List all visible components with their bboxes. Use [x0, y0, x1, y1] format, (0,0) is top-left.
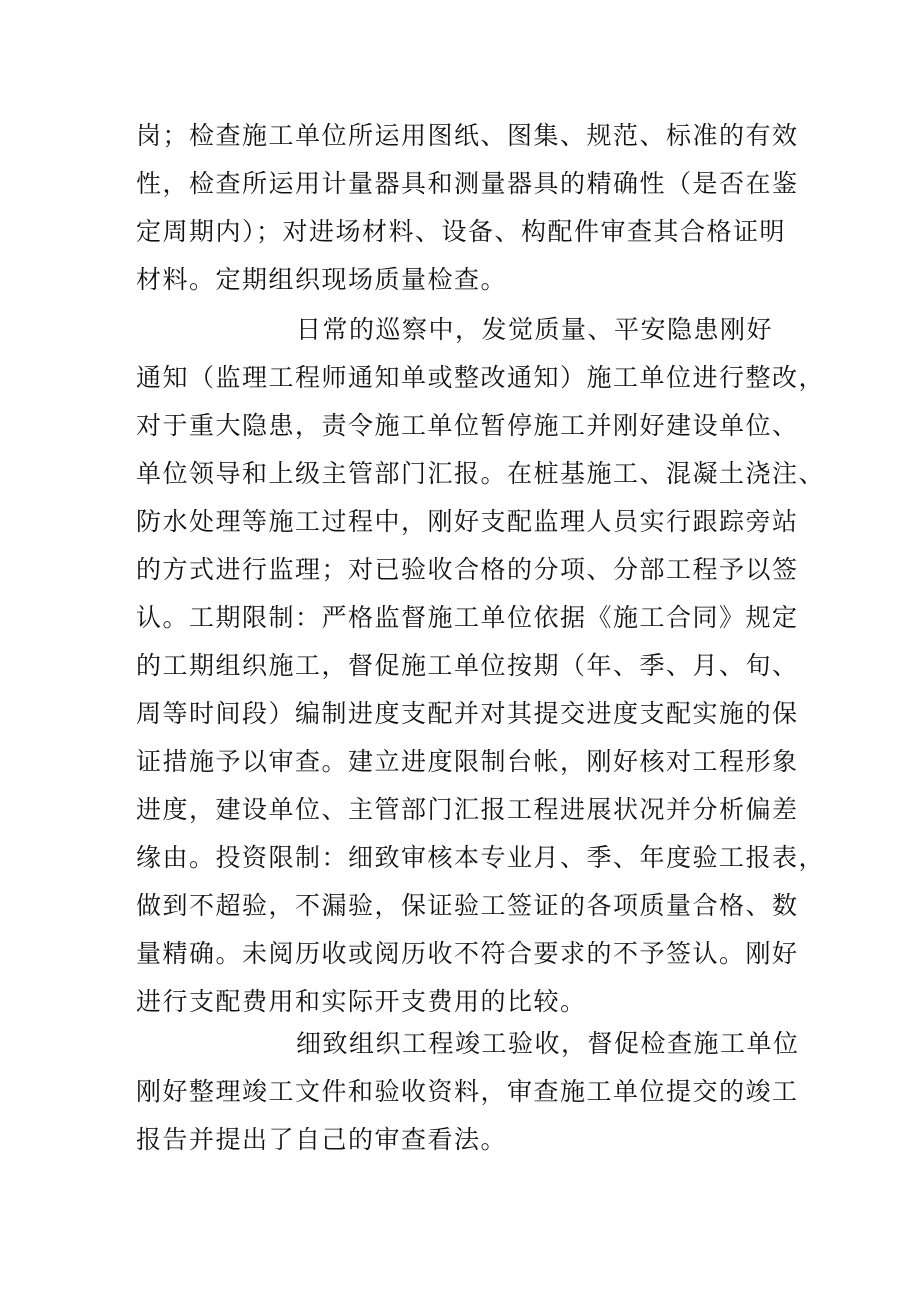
- text-line: 做到不超验，不漏验，保证验工签证的各项质量合格、数: [136, 891, 799, 920]
- text-line: 的方式进行监理；对已验收合格的分项、分部工程予以签: [136, 555, 799, 584]
- text-line: 定周期内）；对进场材料、设备、构配件审查其合格证明: [136, 217, 787, 246]
- text-line: 缘由。投资限制：细致审核本专业月、季、年度验工报表，: [136, 843, 826, 872]
- text-line: 单位领导和上级主管部门汇报。在桩基施工、混凝土浇注、: [136, 459, 826, 488]
- text-line: 对于重大隐患，责令施工单位暂停施工并刚好建设单位、: [136, 411, 799, 440]
- text-line: 证措施予以审查。建立进度限制台帐，刚好核对工程形象: [136, 747, 799, 776]
- paragraph-2: [136, 306, 825, 1026]
- text-line-indented: 日常的巡察中，发觉质量、平安隐患刚好: [296, 315, 774, 344]
- text-line: 岗；检查施工单位所运用图纸、图集、规范、标准的有效: [136, 121, 799, 150]
- text-line: 性，检查所运用计量器具和测量器具的精确性（是否在鉴: [136, 169, 799, 198]
- text-line: 进度，建设单位、主管部门汇报工程进展状况并分析偏差: [136, 795, 799, 824]
- paragraph-1: [136, 112, 799, 304]
- text-line: 防水处理等施工过程中，刚好支配监理人员实行跟踪旁站: [136, 507, 799, 536]
- text-line: 进行支配费用和实际开支费用的比较。: [136, 987, 587, 1016]
- text-line: 的工期组织施工，督促施工单位按期（年、季、月、旬、: [136, 651, 799, 680]
- text-line: 刚好整理竣工文件和验收资料，审查施工单位提交的竣工: [136, 1077, 799, 1106]
- text-line: 材料。定期组织现场质量检查。: [136, 265, 508, 294]
- text-line: 报告并提出了自己的审查看法。: [136, 1125, 508, 1154]
- text-line: 量精确。未阅历收或阅历收不符合要求的不予签认。刚好: [136, 939, 799, 968]
- text-line: 认。工期限制：严格监督施工单位依据《施工合同》规定: [136, 603, 799, 632]
- text-line: 周等时间段）编制进度支配并对其提交进度支配实施的保: [136, 699, 799, 728]
- text-line-indented: 细致组织工程竣工验收，督促检查施工单位: [296, 1029, 800, 1058]
- paragraph-3: [136, 1020, 800, 1164]
- text-line: 通知（监理工程师通知单或整改通知）施工单位进行整改，: [136, 363, 826, 392]
